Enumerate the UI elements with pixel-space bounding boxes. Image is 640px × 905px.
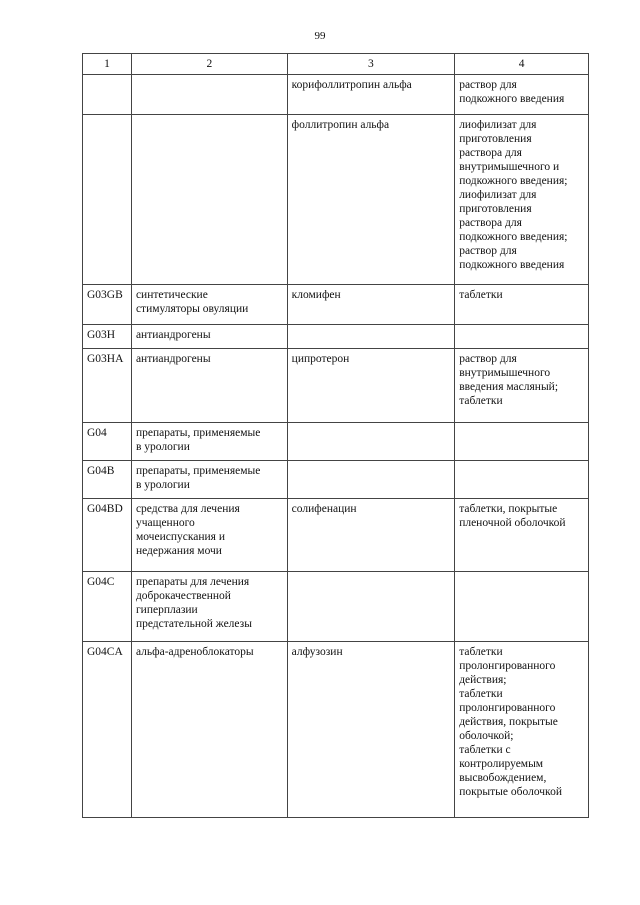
cell-dosage-form-line: пролонгированного bbox=[459, 702, 556, 714]
table-row bbox=[83, 572, 589, 642]
cell-dosage-form-line: таблетки, покрытые bbox=[459, 503, 558, 515]
cell-dosage-form bbox=[455, 572, 589, 642]
cell-name-line: учащенного bbox=[135, 517, 195, 529]
cell-name bbox=[131, 115, 287, 285]
cell-substance-line: ципротерон bbox=[291, 353, 350, 365]
cell-name bbox=[131, 75, 287, 115]
cell-dosage-form bbox=[455, 285, 589, 325]
cell-substance bbox=[287, 75, 455, 115]
cell-dosage-form-line: высвобождением, bbox=[459, 772, 547, 784]
cell-substance bbox=[287, 115, 455, 285]
cell-dosage-form-line: пролонгированного bbox=[459, 660, 556, 672]
cell-name-line: в урологии bbox=[135, 479, 190, 491]
cell-substance-line: солифенацин bbox=[291, 503, 357, 515]
cell-dosage-form-line: оболочкой; bbox=[459, 730, 514, 742]
cell-substance-line: алфузозин bbox=[291, 646, 343, 658]
cell-name bbox=[131, 461, 287, 499]
cell-name bbox=[131, 285, 287, 325]
cell-dosage-form-line: подкожного введения; bbox=[459, 231, 568, 243]
cell-dosage-form-line: раствор для bbox=[459, 353, 517, 365]
cell-name bbox=[131, 572, 287, 642]
table-row bbox=[83, 349, 589, 423]
cell-substance bbox=[287, 461, 455, 499]
cell-dosage-form bbox=[455, 349, 589, 423]
page-number: 99 bbox=[314, 30, 326, 42]
cell-dosage-form-line: раствора для bbox=[459, 217, 522, 229]
cell-dosage-form-line: введения масляный; bbox=[459, 381, 559, 393]
table-row bbox=[83, 642, 589, 818]
cell-dosage-form-line: подкожного введения bbox=[459, 259, 565, 271]
cell-substance bbox=[287, 325, 455, 349]
cell-dosage-form-line: таблетки с bbox=[459, 744, 511, 756]
cell-substance bbox=[287, 642, 455, 818]
cell-dosage-form-line: пленочной оболочкой bbox=[459, 517, 566, 529]
column-header-substance: 3 bbox=[287, 54, 455, 75]
cell-dosage-form bbox=[455, 115, 589, 285]
cell-name-line: препараты, применяемые bbox=[135, 427, 261, 439]
cell-dosage-form bbox=[455, 499, 589, 572]
cell-name-line: антиандрогены bbox=[135, 329, 211, 341]
cell-name-line: в урологии bbox=[135, 441, 190, 453]
cell-substance bbox=[287, 285, 455, 325]
table-row bbox=[83, 499, 589, 572]
cell-name-line: предстательной железы bbox=[135, 618, 252, 630]
table-row bbox=[83, 423, 589, 461]
cell-dosage-form-line: покрытые оболочкой bbox=[459, 786, 562, 798]
cell-code: G04 bbox=[83, 423, 132, 461]
table-row bbox=[83, 75, 589, 115]
cell-code: G04CA bbox=[83, 642, 132, 818]
cell-dosage-form-line: приготовления bbox=[459, 203, 532, 215]
cell-code bbox=[83, 115, 132, 285]
table-row bbox=[83, 115, 589, 285]
cell-code: G03HA bbox=[83, 349, 132, 423]
cell-dosage-form-line: контролируемым bbox=[459, 758, 544, 770]
cell-name-line: стимуляторы овуляции bbox=[135, 303, 249, 315]
cell-code: G04B bbox=[83, 461, 132, 499]
cell-dosage-form-line: раствор для bbox=[459, 245, 517, 257]
cell-dosage-form-line: действия, покрытые bbox=[459, 716, 558, 728]
cell-substance-line: корифоллитропин альфа bbox=[291, 79, 412, 91]
table-header-row bbox=[83, 54, 589, 75]
cell-dosage-form-line: таблетки bbox=[459, 289, 503, 301]
cell-dosage-form-line: таблетки bbox=[459, 646, 503, 658]
cell-substance-line: кломифен bbox=[291, 289, 341, 301]
cell-name-line: антиандрогены bbox=[135, 353, 211, 365]
cell-name-line: гиперплазии bbox=[135, 604, 198, 616]
table-row bbox=[83, 285, 589, 325]
cell-name-line: доброкачественной bbox=[135, 590, 231, 602]
cell-name bbox=[131, 423, 287, 461]
cell-substance-line: фоллитропин альфа bbox=[291, 119, 390, 131]
cell-dosage-form-line: подкожного введения; bbox=[459, 175, 568, 187]
cell-dosage-form bbox=[455, 461, 589, 499]
cell-dosage-form bbox=[455, 325, 589, 349]
cell-name bbox=[131, 349, 287, 423]
cell-dosage-form-line: таблетки bbox=[459, 395, 503, 407]
cell-name bbox=[131, 499, 287, 572]
cell-dosage-form-line: раствор для bbox=[459, 79, 517, 91]
cell-dosage-form-line: внутримышечного и bbox=[459, 161, 560, 173]
table-body bbox=[83, 75, 589, 818]
cell-dosage-form bbox=[455, 423, 589, 461]
cell-dosage-form-line: раствора для bbox=[459, 147, 522, 159]
cell-substance bbox=[287, 572, 455, 642]
cell-dosage-form-line: приготовления bbox=[459, 133, 532, 145]
cell-name-line: препараты, применяемые bbox=[135, 465, 261, 477]
cell-dosage-form-line: таблетки bbox=[459, 688, 503, 700]
cell-dosage-form bbox=[455, 75, 589, 115]
cell-name-line: синтетические bbox=[135, 289, 208, 301]
cell-substance bbox=[287, 499, 455, 572]
cell-dosage-form-line: лиофилизат для bbox=[459, 119, 537, 131]
cell-code: G03H bbox=[83, 325, 132, 349]
cell-substance bbox=[287, 349, 455, 423]
column-header-name: 2 bbox=[131, 54, 287, 75]
column-header-form: 4 bbox=[455, 54, 589, 75]
cell-name-line: мочеиспускания и bbox=[135, 531, 225, 543]
table-row bbox=[83, 325, 589, 349]
cell-substance bbox=[287, 423, 455, 461]
cell-name bbox=[131, 642, 287, 818]
column-header-code: 1 bbox=[83, 54, 132, 75]
cell-dosage-form-line: лиофилизат для bbox=[459, 189, 537, 201]
cell-name-line: альфа-адреноблокаторы bbox=[135, 646, 254, 658]
cell-name bbox=[131, 325, 287, 349]
cell-name-line: препараты для лечения bbox=[135, 576, 250, 588]
cell-dosage-form bbox=[455, 642, 589, 818]
cell-dosage-form-line: действия; bbox=[459, 674, 507, 686]
cell-name-line: недержания мочи bbox=[135, 545, 222, 557]
cell-code bbox=[83, 75, 132, 115]
cell-name-line: средства для лечения bbox=[135, 503, 240, 515]
drug-table bbox=[82, 53, 589, 818]
cell-code: G04BD bbox=[83, 499, 132, 572]
table-row bbox=[83, 461, 589, 499]
cell-dosage-form-line: внутримышечного bbox=[459, 367, 551, 379]
cell-code: G03GB bbox=[83, 285, 132, 325]
cell-code: G04C bbox=[83, 572, 132, 642]
cell-dosage-form-line: подкожного введения bbox=[459, 93, 565, 105]
